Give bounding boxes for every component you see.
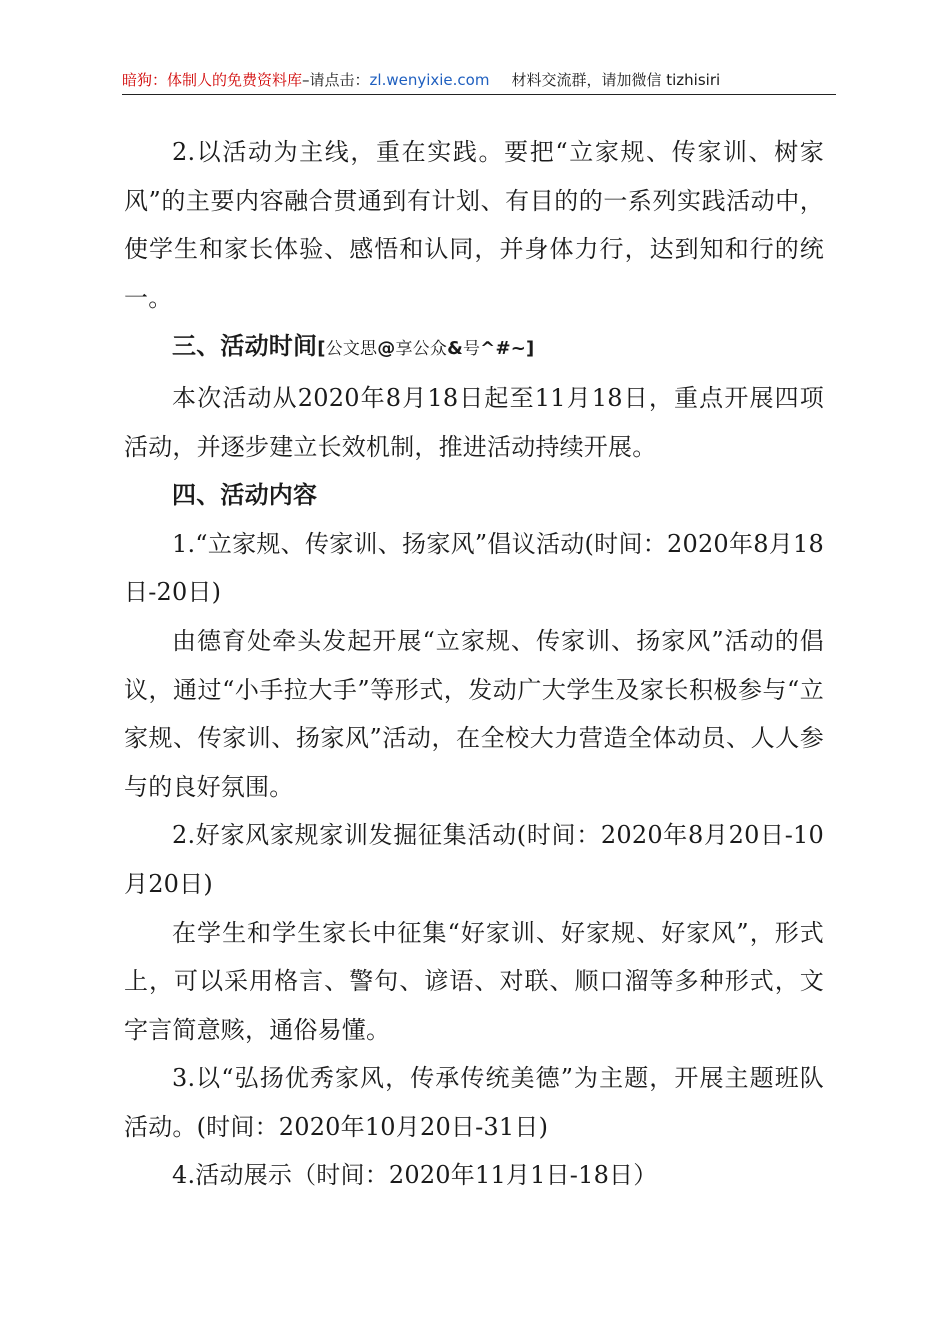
watermark-mark: [公文思@享公众&号^#~] — [317, 338, 535, 360]
paragraph-item-2: 2.好家风家规家训发掘征集活动(时间：2020年8月20日-10月20日) — [124, 821, 824, 898]
paragraph-item-2-detail: 在学生和学生家长中征集“好家训、好家规、好家风”，形式上，可以采用格言、警句、谚语、对联、顺口溜等多种形式，文字言简意赅，通俗易懂。 — [124, 918, 824, 1044]
paragraph-item-1: 1.“立家规、传家训、扬家风”倡议活动(时间：2020年8月18日-20日) — [124, 529, 824, 607]
document-body — [124, 128, 824, 1200]
section-heading-activity-time — [124, 322, 824, 374]
section-heading-activity-content: 四、活动内容 — [172, 481, 318, 510]
heading-text: 三、活动时间 — [172, 332, 318, 361]
paragraph-item-1-detail: 由德育处牵头发起开展“立家规、传家训、扬家风”活动的倡议，通过“小手拉大手”等形式，发动广大学生及家长积极参与“立家规、传家训、扬家风”活动，在全校大力营造全体动员、人人参与的良好氛围。 — [124, 626, 824, 801]
header-url-link[interactable]: zl.wenyixie.com — [369, 71, 490, 89]
paragraph-method-2: 2.以活动为主线，重在实践。要把“立家规、传家训、树家风”的主要内容融合贯通到有计划、有目的的一系列实践活动中，使学生和家长体验、感悟和认同，并身体力行，达到知和行的统一。 — [124, 138, 824, 312]
paragraph-item-3: 3.以“弘扬优秀家风，传承传统美德”为主题，开展主题班队活动。(时间：2020年10月20日-31日) — [124, 1064, 824, 1141]
header-group-text: 材料交流群，请加微信 tizhisiri — [511, 71, 721, 89]
header-click-prompt: –请点击： — [302, 71, 370, 89]
header-brand: 暗狗：体制人的免费资料库 — [122, 71, 303, 89]
paragraph-item-4: 4.活动展示（时间：2020年11月1日-18日） — [172, 1161, 658, 1190]
paragraph-activity-time: 本次活动从2020年8月18日起至11月18日，重点开展四项活动，并逐步建立长效机制，推进活动持续开展。 — [124, 383, 824, 461]
page-header — [122, 68, 836, 95]
